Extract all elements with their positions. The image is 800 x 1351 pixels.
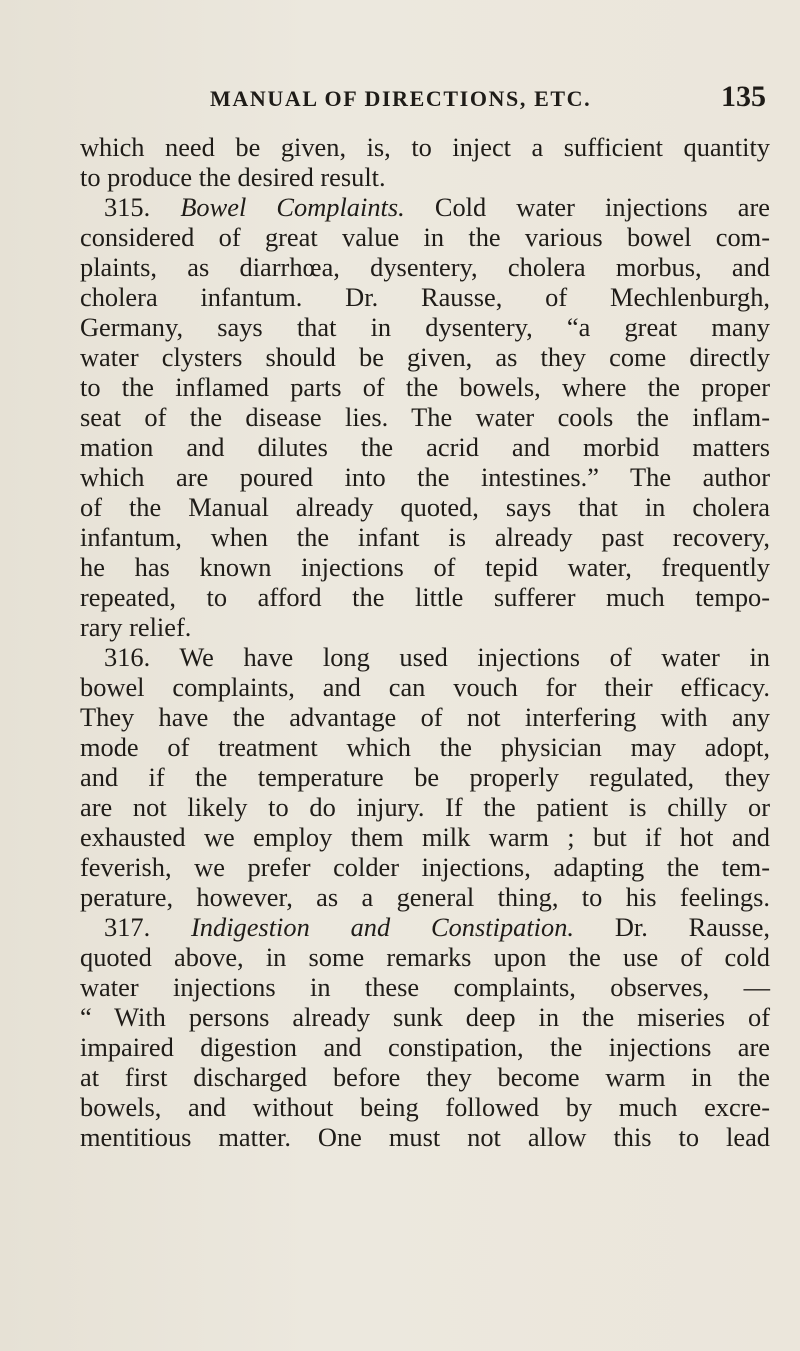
text-line (80, 822, 770, 852)
text-run: “ With persons already sunk deep in the miseries of (80, 1002, 770, 1032)
text-line (80, 912, 770, 942)
text-line (80, 252, 770, 282)
text-line (80, 882, 770, 912)
text-run: infantum, when the infant is already past recovery, (80, 522, 770, 552)
text-run: impaired digestion and constipation, the injections are (80, 1032, 770, 1062)
text-run: quoted above, in some remarks upon the use of cold (80, 942, 770, 972)
text-run: mation and dilutes the acrid and morbid matters (80, 432, 770, 462)
text-line (80, 132, 770, 162)
text-line (80, 342, 770, 372)
text-run: repeated, to afford the little sufferer much tempo- (80, 582, 770, 612)
section-heading: Indigestion and Constipation. (191, 912, 574, 942)
text-line (80, 672, 770, 702)
text-line (80, 762, 770, 792)
text-run: he has known injections of tepid water, frequently (80, 552, 770, 582)
text-run: of the Manual already quoted, says that in cholera (80, 492, 770, 522)
text-run: are not likely to do injury. If the patient is chilly or (80, 792, 770, 822)
text-line (80, 1002, 770, 1032)
text-line (80, 192, 770, 222)
text-line (80, 552, 770, 582)
running-title: MANUAL OF DIRECTIONS, ETC. (210, 86, 592, 111)
text-run: to the inflamed parts of the bowels, where the proper (80, 372, 770, 402)
text-run: perature, however, as a general thing, to his feelings. (80, 882, 770, 912)
text-line (80, 402, 770, 432)
text-run: Dr. Rausse, (573, 912, 770, 942)
text-run: Cold water injections are (404, 192, 770, 222)
text-line (80, 972, 770, 1002)
text-run: 315. (104, 192, 181, 222)
text-line (80, 612, 770, 642)
text-run: plaints, as diarrhœa, dysentery, cholera morbus, and (80, 252, 770, 282)
text-line (80, 462, 770, 492)
body-text (80, 132, 770, 1152)
text-line (80, 522, 770, 552)
text-line (80, 1062, 770, 1092)
text-line (80, 162, 770, 192)
text-run: They have the advantage of not interfering with any (80, 702, 770, 732)
text-run: seat of the disease lies. The water cools the inflam- (80, 402, 770, 432)
page-number: 135 (721, 80, 766, 113)
text-line (80, 702, 770, 732)
text-run: 317. (104, 912, 192, 942)
text-line (80, 792, 770, 822)
text-line (80, 732, 770, 762)
text-run: at first discharged before they become warm in the (80, 1062, 770, 1092)
text-line (80, 282, 770, 312)
text-line (80, 492, 770, 522)
text-run: mentitious matter. One must not allow this to lead (80, 1122, 770, 1152)
text-line (80, 1032, 770, 1062)
text-run: bowels, and without being followed by much excre- (80, 1092, 770, 1122)
text-line (80, 582, 770, 612)
text-line (80, 312, 770, 342)
text-line (80, 372, 770, 402)
text-run: mode of treatment which the physician may adopt, (80, 732, 770, 762)
text-line (80, 852, 770, 882)
text-line (80, 942, 770, 972)
text-run: bowel complaints, and can vouch for their efficacy. (80, 672, 770, 702)
text-run: water injections in these complaints, observes, — (80, 972, 770, 1002)
text-run: to produce the desired result. (80, 162, 386, 192)
text-run: and if the temperature be properly regulated, they (80, 762, 770, 792)
text-run: Germany, says that in dysentery, “a great many (80, 312, 770, 342)
running-header (80, 80, 770, 116)
text-run: 316. We have long used injections of water in (104, 642, 770, 672)
text-run: considered of great value in the various bowel com- (80, 222, 770, 252)
text-run: rary relief. (80, 612, 192, 642)
text-run: water clysters should be given, as they come directly (80, 342, 770, 372)
section-heading: Bowel Complaints. (180, 192, 405, 222)
text-run: cholera infantum. Dr. Rausse, of Mechlenburgh, (80, 282, 770, 312)
text-run: exhausted we employ them milk warm ; but if hot and (80, 822, 770, 852)
text-line (80, 1092, 770, 1122)
text-run: feverish, we prefer colder injections, adapting the tem- (80, 852, 770, 882)
text-run: which need be given, is, to inject a sufficient quantity (80, 132, 770, 162)
text-line (80, 642, 770, 672)
text-run: which are poured into the intestines.” The author (80, 462, 770, 492)
text-line (80, 222, 770, 252)
text-line (80, 1122, 770, 1152)
text-line (80, 432, 770, 462)
